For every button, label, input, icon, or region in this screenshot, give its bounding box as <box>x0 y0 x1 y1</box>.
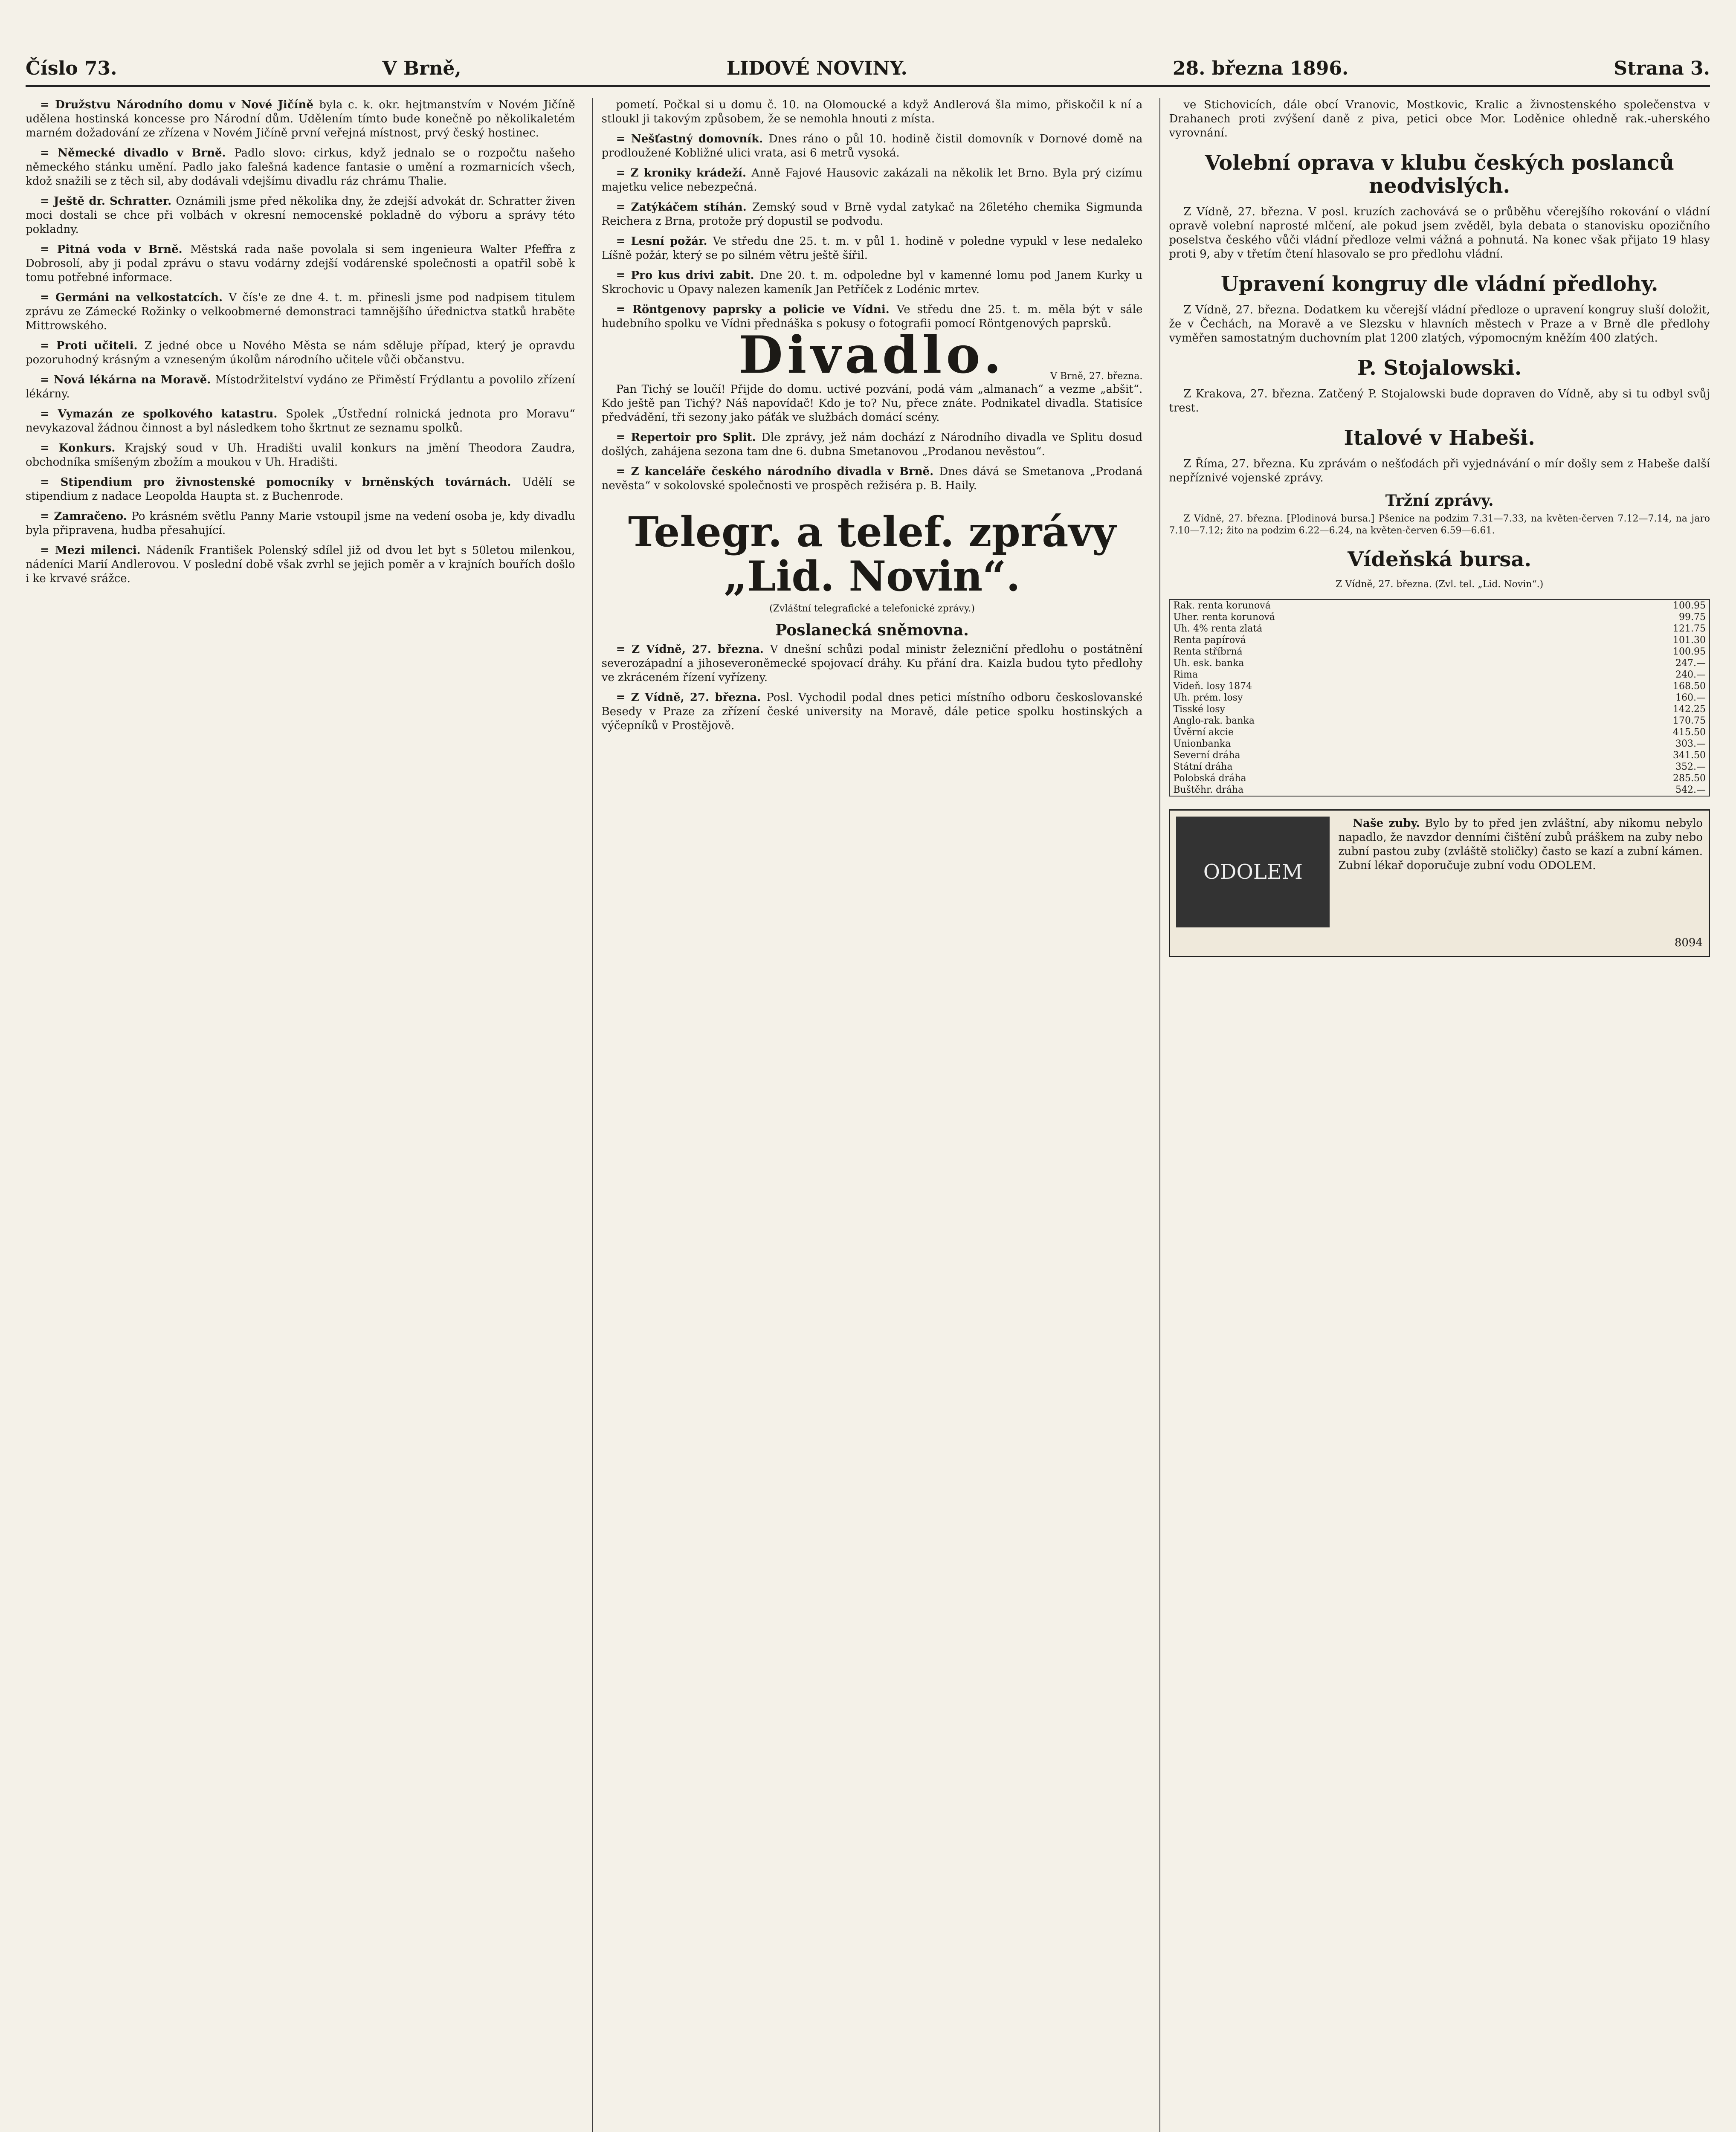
section-kongrua: Upravení kongruy dle vládní předlohy. <box>1220 272 1658 296</box>
article-text: Městská rada naše povolala si sem ingenieura Walter Pfeffra z Dobrosolí, aby ji podal zprávu o stavu vodárny zdejší vodárenské společnosti a opatřil sobě k tomu potřebné informace. <box>26 243 575 284</box>
bursa-name: Polobská dráha <box>1173 773 1246 784</box>
bursa-name: Uh. 4% renta zlatá <box>1173 623 1263 634</box>
bursa-name: Státní dráha <box>1173 762 1233 772</box>
bursa-row <box>1170 669 1709 681</box>
bursa-name: Renta stříbrná <box>1173 646 1243 657</box>
article-title: = Zamračeno. <box>40 510 132 523</box>
article-text: Z jedné obce u Nového Města se nám sděluje případ, který je opravdu pozoruhodný krásným a vzneseným úkolům národního učitele vůči občanstvu. <box>26 339 575 366</box>
bursa-row <box>1170 646 1709 658</box>
date: 28. března 1896. <box>1172 57 1349 79</box>
section-stojalowski: P. Stojalowski. <box>1357 356 1522 380</box>
article-title: = Družstvu Národního domu v Nové Jičíně <box>40 98 319 111</box>
bursa-row <box>1170 738 1709 750</box>
column-2-items <box>602 132 1143 331</box>
section-volebni-oprava-text: Z Vídně, 27. března. V posl. kruzích zachovává se o průběhu včerejšího rokování o vládní opravě volební naprosté mlčení, ale pokud jsem zvěděl, byla debata o stanovisku opozičního poselstva českého vůči vládní předloze velmi vážná a pohnutá. Na konec však přijato 19 hlasy proti 9, aby v třetím čtení hlasovalo se pro předlohu vládní. <box>1169 206 1710 261</box>
bursa-value: 101.30 <box>1673 635 1706 646</box>
bursa-row <box>1170 750 1709 761</box>
article <box>26 373 575 401</box>
section-kongrua-text: Z Vídně, 27. března. Dodatkem ku včerejší vládní předloze o upravení kongruy sluší doložit, že v Čechách, na Moravě a ve Slezsku v hlavních městech v Praze a v Brně dle předlohy vyměřen samostatným duchovním plat 1200 zlatých, výpomocným kněžím 400 zlatých. <box>1169 304 1710 345</box>
bursa-value: 170.75 <box>1673 715 1706 726</box>
article <box>26 475 575 504</box>
article-text: Ve středu dne 25. t. m. v půl 1. hodině v poledne vypukl v lese nedaleko Líšně požár, který se po silném větru ještě šířil. <box>601 235 1143 262</box>
bursa-value: 240.— <box>1675 669 1706 680</box>
article-title: = Proti učiteli. <box>40 339 145 352</box>
article-text: Dne 20. t. m. odpoledne byl v kamenné lomu pod Janem Kurky u Skrochovic u Opavy nalezen kameník Jan Petříček z Lodénic mrtev. <box>601 269 1143 296</box>
article <box>602 691 1143 733</box>
bursa-name: Uher. renta korunová <box>1173 612 1275 623</box>
article-title: = Stipendium pro živnostenské pomocníky v brněnských továrnách. <box>40 476 522 489</box>
article <box>602 465 1143 493</box>
ad-title: Naše zuby. <box>1353 817 1420 830</box>
bursa-row <box>1170 761 1709 773</box>
bursa-name: Uh. esk. banka <box>1173 658 1244 669</box>
article <box>602 269 1143 297</box>
bursa-value: 285.50 <box>1673 773 1706 784</box>
bursa-value: 100.95 <box>1673 646 1706 657</box>
article-text: Po krásném světlu Panny Marie vstoupil jsme na vedení osoba je, kdy divadlu byla připravena, hudba přesahující. <box>26 510 575 537</box>
article-text: Místodržitelství vydáno ze Přiměstí Frýdlantu a povolilo zřízení lékárny. <box>26 374 575 400</box>
article-title: = Zatýkáčem stíhán. <box>616 201 752 214</box>
article <box>602 431 1143 459</box>
market-title: Tržní zprávy. <box>1385 492 1494 510</box>
advertisement <box>1169 809 1710 957</box>
bursa-value: 142.25 <box>1673 704 1706 715</box>
article <box>26 544 575 586</box>
bursa-name: Severní dráha <box>1173 750 1240 761</box>
bursa-row <box>1170 611 1709 623</box>
newspaper-title: LIDOVÉ NOVINY. <box>726 57 907 79</box>
bursa-row <box>1170 634 1709 646</box>
bursa-value: 415.50 <box>1673 727 1706 738</box>
telegraph-subtitle: (Zvláštní telegrafické a telefonické zprávy.) <box>769 603 975 614</box>
article-text: V dnešní schůzi podal ministr železniční předlohu o postátnění severozápadní a jihoseveroněmecké spojovací dráhy. Ku přání dra. Kaizla budou tyto předlohy ve zkráceném řízení vyřízeny. <box>601 643 1143 684</box>
article-title: = Mezi milenci. <box>40 544 146 557</box>
article-title: = Pitná voda v Brně. <box>40 243 190 256</box>
bursa-name: Buštěhr. dráha <box>1173 785 1244 795</box>
bursa-row <box>1170 658 1709 669</box>
article-title: = Nová lékárna na Moravě. <box>40 374 215 386</box>
bursa-name: Uh. prém. losy <box>1173 692 1243 703</box>
bursa-value: 100.95 <box>1673 600 1706 611</box>
article-text: Dle zprávy, jež nám dochází z Národního divadla ve Splitu dosud došlých, zahájena sezona tam dne 6. dubna Smetanovou „Prodanou nevěstou“. <box>601 431 1143 458</box>
article-title: = Z Vídně, 27. března. <box>616 691 767 704</box>
article-text: Oznámili jsme před několika dny, že zdejší advokát dr. Schratter živen moci dostali se chce při volbách v okresní nemocenské pokladně do výboru a správy této pokladny. <box>26 195 575 236</box>
bursa-value: 341.50 <box>1673 750 1706 761</box>
bursa-value: 121.75 <box>1673 623 1706 634</box>
article-title: = Z Vídně, 27. března. <box>616 643 770 656</box>
article-title: = Německé divadlo v Brně. <box>40 147 235 159</box>
bursa-row <box>1170 773 1709 784</box>
market-text: Z Vídně, 27. března. [Plodinová bursa.] Pšenice na podzim 7.31—7.33, na květen-červen 7.12—7.14, na jaro 7.10—7.12; žito na podzim 6.22—6.24, na květen-červen 6.59—6.61. <box>1169 513 1710 536</box>
page-header <box>26 51 1710 87</box>
article <box>602 643 1143 685</box>
bursa-row <box>1170 715 1709 727</box>
bursa-name: Unionbanka <box>1173 739 1231 749</box>
bursa-value: 247.— <box>1675 658 1706 669</box>
column-3-intro: ve Stichovicích, dále obcí Vranovic, Mostkovic, Kralic a živnostenského společenstva v Drahanech proti zvýšení daně z piva, petici obce Mor. Loděnice ohledně rak.-uherského vyrovnání. <box>1169 98 1710 139</box>
bursa-name: Renta papírová <box>1173 635 1246 646</box>
article <box>26 98 575 140</box>
bursa-row <box>1170 681 1709 692</box>
section-stojalowski-text: Z Krakova, 27. března. Zatčený P. Stojalowski bude dopraven do Vídně, aby si tu odbyl svůj trest. <box>1169 388 1710 414</box>
ad-number: 8094 <box>1674 936 1703 949</box>
bursa-name: Rak. renta korunová <box>1173 600 1271 611</box>
article-text: Anně Fajové Hausovic zakázali na několik let Brno. Byla prý cizímu majetku velice nebezpečná. <box>601 167 1143 194</box>
article-text: byla c. k. okr. hejtmanstvím v Novém Jičíně udělena hostinská koncesse pro Národní dům. Udělením tímto bude konečně po několikaletém marném dožadování ze zřízena v Novém Jičíně první veřejná místnost, prvý český hostinec. <box>26 98 575 139</box>
newspaper-page <box>26 51 1710 2132</box>
article <box>602 235 1143 263</box>
article-title: = Konkurs. <box>40 442 125 455</box>
place: V Brně, <box>382 57 461 79</box>
article <box>26 146 575 188</box>
bursa-row <box>1170 623 1709 634</box>
column-2 <box>592 98 1143 2132</box>
bursa-value: 352.— <box>1675 762 1706 772</box>
intro-text: pometí. Počkal si u domu č. 10. na Olomoucké a když Andlerová šla mimo, přiskočil k ní a stloukl ji takovým způsobem, že se nemohla hnouti z místa. <box>601 98 1143 125</box>
bursa-name: Anglo-rak. banka <box>1173 715 1255 726</box>
article <box>602 166 1143 194</box>
article <box>26 194 575 237</box>
theatre-items <box>602 431 1143 493</box>
article-title: = Pro kus drivi zabit. <box>616 269 760 282</box>
bursa-row <box>1170 704 1709 715</box>
bursa-row <box>1170 784 1709 796</box>
telegraph-section: Poslanecká sněmovna. <box>775 621 969 639</box>
article-text: Posl. Vychodil podal dnes petici místního odboru českoslovanské Besedy v Praze za zřízení české university na Moravě, dále petice spolku hostinských a výčepníků v Prostějově. <box>601 691 1143 732</box>
bursa-subtitle: Z Vídně, 27. března. (Zvl. tel. „Lid. Novin“.) <box>1336 579 1544 590</box>
article <box>26 510 575 538</box>
article-title: = Nešťastný domovník. <box>616 133 769 145</box>
ad-text: Bylo by to před jen zvláštní, aby nikomu nebylo napadlo, že navzdor denními čištění zubů práškem na zuby nebo zubní pastou zuby (zvláště stoličky) často se kazí a zubní kámen. Zubní lékař doporučuje zubní vodu ODOLEM. <box>1338 817 1703 872</box>
bursa-value: 160.— <box>1675 692 1706 703</box>
product-image-label: ODOLEM <box>1203 860 1303 884</box>
article-title: = Ještě dr. Schratter. <box>40 195 176 208</box>
theatre-dateline: V Brně, 27. března. <box>1050 371 1143 382</box>
column-1 <box>26 98 575 2132</box>
article <box>26 339 575 367</box>
bursa-name: Tisské losy <box>1173 704 1225 715</box>
theatre-title: Divadlo. <box>738 325 1006 385</box>
article-text: Dnes ráno o půl 10. hodině čistil domovník v Dornové domě na prodloužené Kobližné ulici vrata, asi 6 metrů vysoká. <box>601 133 1143 159</box>
article <box>602 132 1143 160</box>
section-italove-text: Z Říma, 27. března. Ku zprávám o nešťodách při vyjednávání o mír došly sem z Habeše další nepříznivé vojenské zprávy. <box>1169 458 1710 484</box>
article-text: V čís'e ze dne 4. t. m. přinesli jsme pod nadpisem titulem zprávu ze Zámecké Rožinky o velkoobmerné demonstraci tamnějšího úřednictva statků hraběte Mittrowského. <box>26 291 575 332</box>
bursa-row <box>1170 692 1709 704</box>
article-title: = Germáni na velkostatcích. <box>40 291 229 304</box>
bursa-value: 99.75 <box>1679 612 1706 623</box>
article-text: Udělí se stipendium z nadace Leopolda Haupta st. z Buchenrode. <box>26 476 575 503</box>
bursa-title: Vídeňská bursa. <box>1348 547 1532 571</box>
article-title: = Röntgenovy paprsky a policie ve Vídni. <box>616 303 897 316</box>
column-3 <box>1159 98 1710 2132</box>
bursa-name: Rima <box>1173 669 1198 680</box>
theatre-text: Pan Tichý se loučí! Přijde do domu. uctivé pozvání, podá vám „almanach“ a vezme „abšit“. Kdo ještě pan Tichý? Náš napovídač! Kdo je to? Nu, přece znáte. Podnikatel divadla. Statisíce předvádění, tři sezony jako páťák ve službách domácí scény. <box>601 383 1143 424</box>
telegraph-items <box>602 643 1143 733</box>
columns <box>26 98 1710 2132</box>
article-text: Spolek „Ústřední rolnická jednota pro Moravu“ nevykazoval žádnou činnost a byl následkem toho škrtnut ze seznamu spolků. <box>26 408 575 435</box>
article-text: Zemský soud v Brně vydal zatykač na 26letého chemika Sigmunda Reichera z Brna, protože prý dopustil se podvodu. <box>601 201 1143 228</box>
bursa-row <box>1170 600 1709 611</box>
article-title: = Z kroniky krádeží. <box>616 167 752 180</box>
bursa-name: Videň. losy 1874 <box>1173 681 1252 692</box>
article <box>26 291 575 333</box>
page-number: Strana 3. <box>1614 57 1710 79</box>
product-image <box>1176 817 1330 927</box>
article <box>26 441 575 469</box>
bursa-table <box>1169 599 1710 797</box>
telegraph-title: Telegr. a telef. zprávy „Lid. Novin“. <box>628 508 1116 600</box>
section-volebni-oprava: Volební oprava v klubu českých poslanců neodvislých. <box>1205 151 1674 198</box>
article <box>602 200 1143 229</box>
section-italove: Italové v Habeši. <box>1344 426 1535 450</box>
article-title: = Lesní požár. <box>616 235 713 248</box>
article-text: Padlo slovo: cirkus, když jednalo se o rozpočtu našeho německého stánku umění. Padlo jako falešná kadence fantasie o umění a rozmarnicích všech, kdož snažili se z těch sil, aby dodávali vdejšímu divadlu ráz chrámu Thalie. <box>26 147 575 188</box>
article <box>26 243 575 285</box>
bursa-value: 168.50 <box>1673 681 1706 692</box>
bursa-name: Úvěrní akcie <box>1173 727 1234 738</box>
article-text: Nádeník František Polenský sdílel již od dvou let byt s 50letou milenkou, nádeníci Marií Andlerovou. V poslední době však zvrhl se jejich poměr a v krajních bouřích došlo i ke krvavé srážce. <box>26 544 575 585</box>
article-text: Krajský soud v Uh. Hradišti uvalil konkurs na jmění Theodora Zaudra, obchodníka smíšeným zbožím a moukou v Uh. Hradišti. <box>26 442 575 469</box>
article-title: = Vymazán ze spolkového katastru. <box>40 408 286 420</box>
article-text: Ve středu dne 25. t. m. měla být v sále hudebního spolku ve Vídni přednáška s pokusy o fotografii pomocí Röntgenových paprsků. <box>601 303 1143 330</box>
article <box>26 407 575 435</box>
bursa-value: 303.— <box>1675 739 1706 749</box>
article-title: = Repertoir pro Split. <box>616 431 762 444</box>
issue-number: Číslo 73. <box>26 57 117 79</box>
bursa-row <box>1170 727 1709 738</box>
bursa-value: 542.— <box>1675 785 1706 795</box>
article-title: = Z kanceláře českého národního divadla v Brně. <box>616 465 939 478</box>
article-text: Dnes dává se Smetanova „Prodaná nevěsta“ v sokolovské společnosti ve prospěch režiséra p. B. Haily. <box>601 465 1143 492</box>
